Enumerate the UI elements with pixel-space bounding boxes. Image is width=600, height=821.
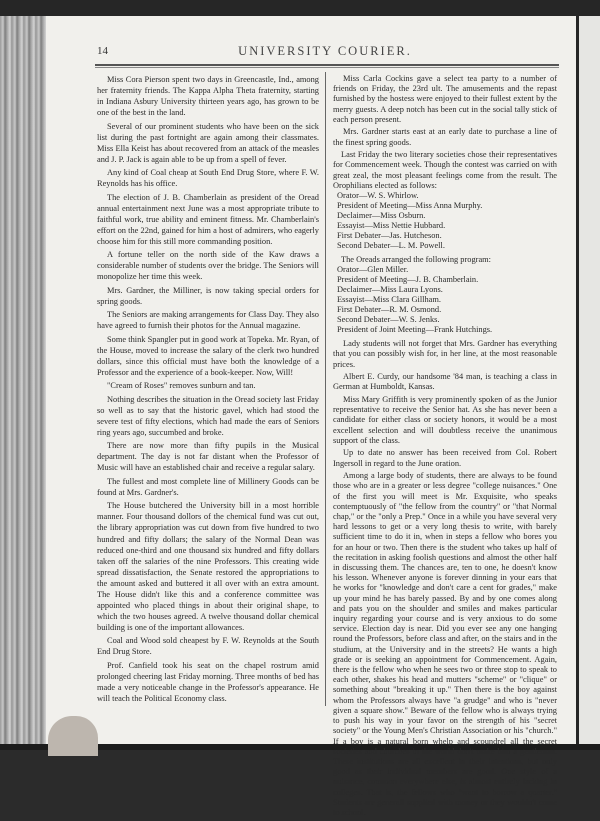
list-item: Orator—W. S. Whirlow. bbox=[337, 191, 419, 201]
paragraph-curdy: Albert E. Curdy, our handsome '84 man, is teaching a class in German at Humboldt, Kansas. bbox=[333, 372, 557, 392]
paragraph-gardner-east: Mrs. Gardner starts east at an early date to purchase a line of the finest spring goods. bbox=[333, 127, 557, 147]
news-paragraph: The election of J. B. Chamberlain as president of the Oread annual entertainment next June was a most appropriate tribute to faithful work, true ability and eminent fitness. Mr. Chamberlain's effort on the 22nd, gained for him a host of admirers, who eagerly choose him for this still more commanding position. bbox=[97, 192, 319, 246]
list-item: Essayist—Miss Clara Gillham. bbox=[337, 295, 441, 305]
paragraph-college-nuisances: Among a large body of students, there are always to be found those who are in a greater or less degree "college nuisances." One of the first you will meet is Mr. Exquisite, who speaks contemptuously of "the fellow from the country" or "that Normal chap," or the "only a Prep." Once in a while you have several very hard lessons to get or a very long thesis to write, with barely sufficient time to do it in, when in steps a fellow who bores you for an hour or two. Then there is the student who takes up half of the recitation in asking foolish questions and almost the other half in discussing them. The chances are, ten to one, he doesn't know his lesson. Whenever anyone is forever dinning in your ears that he works for "knowledge and don't care a cent for grades," make up your mind he has barely passed. By and by one comes along and pats you on the shoulder and smiles and makes particular inquiry regarding your course and is very anxious to do some service. Election day is near. Did you ever see any one hanging round the Professors, before class and after, on the stairs and in the studium, at the University and in the streets? He wants a high grade or is seeking an appointment for Commencement. Again, there is the fellow who when he sees two or three stop to speak to each other, shakes his head and mutters "scheme" or "clique" or something about "breaking it up." Then there is the boy against whom the Professors always have "a grudge" and who is "never given a square show." Beware of the fellow who is always trying to push his way in your favor on the strength of his "secret society" or the Young Men's Christian Association or his "church." If a boy is a natural born whelp and scoundrel all the secret societies and churches in the world don't make him a gentleman. These institutions are all excellent in their intentions, but only good as their individual members are good. One style of a nuisance, common everywhere else, is almost entirely lacking in colleges. That is, the fellows who "want to borrow a quarter." Students are generall supplied with money or they wouldn't come to school. bbox=[333, 471, 557, 817]
scan-top-border bbox=[0, 0, 600, 16]
list-item: Second Debater—W. S. Jenks. bbox=[337, 315, 440, 325]
list-item: Orator—Glen Miller. bbox=[337, 265, 409, 275]
news-paragraph: A fortune teller on the north side of the Kaw draws a considerable number of students over the bridge. The Seniors will monopolize her time this week. bbox=[97, 250, 319, 282]
news-paragraph: Nothing describes the situation in the Oread society last Friday so well as to say that the historic gavel, which had stood the severe test of fifty elections, which had made the ears of Seniors ring years ago, succumbed and broke. bbox=[97, 394, 319, 437]
facing-page bbox=[576, 16, 600, 744]
news-paragraph: Miss Cora Pierson spent two days in Greencastle, Ind., among her fraternity friends. The Kappa Alpha Theta fraternity, starting in Indiana Asbury University thirteen years ago, has grown to be one of the best in the land. bbox=[97, 75, 319, 118]
masthead-title: UNIVERSITY COURIER. bbox=[238, 44, 412, 58]
paragraph-literary-societies: Last Friday the two literary societies chose their representatives for Commencement week. Though the contest was carried on with great zeal, the most pleasant feelings come from the result. The Orophilians elected as follows: bbox=[333, 150, 557, 190]
list-item: President of Meeting—Miss Anna Murphy. bbox=[337, 201, 483, 211]
news-paragraph: Any kind of Coal cheap at South End Drug Store, where F. W. Reynolds has his office. bbox=[97, 168, 319, 189]
page-number: 14 bbox=[97, 45, 108, 57]
news-paragraph: The fullest and most complete line of Millinery Goods can be found at Mrs. Gardner's. bbox=[97, 476, 319, 497]
list-item: President of Meeting—J. B. Chamberlain. bbox=[337, 275, 479, 285]
news-paragraph: Some think Spangler put in good work at Topeka. Mr. Ryan, of the House, moved to increase the salary of the clerk two hundred dollars, since this official must have both the knowledge of a Professor and the experience of a book-keeper. Now, Will! bbox=[97, 334, 319, 377]
news-paragraph: Several of our prominent students who have been on the sick list during the past fortnight are again among their classmates. Miss Ella Keist has about recovered from an attack of the measles and J. P. Jack is again able to be up from a spell of fever. bbox=[97, 121, 319, 164]
news-paragraph: There are now more than fifty pupils in the Musical department. The day is not far distant when the Professor of Music will have an established chair and receive a regular salary. bbox=[97, 441, 319, 473]
header-rule bbox=[95, 64, 559, 68]
list-item: Second Debater—L. M. Powell. bbox=[337, 241, 445, 251]
list-item: President of Joint Meeting—Frank Hutchings. bbox=[337, 325, 493, 335]
oreads-list bbox=[333, 265, 557, 335]
left-column bbox=[97, 74, 319, 706]
paragraph-ingersoll: Up to date no answer has been received from Col. Robert Ingersoll in regard to the June oration. bbox=[333, 448, 557, 468]
list-item: Declaimer—Miss Osburn. bbox=[337, 211, 426, 221]
news-paragraph: The Seniors are making arrangements for Class Day. They also have agreed to furnish their photos for the Annual magazine. bbox=[97, 310, 319, 331]
paragraph-tea-party: Miss Carla Cockins gave a select tea party to a number of friends on Friday, the 23rd ult. The amusements and the repast furnished by the hostess were enjoyed to their fullest extent by the merry guests. A deep notch has been cut in the social tally stick of each person present. bbox=[333, 74, 557, 124]
list-item: Essayist—Miss Nettie Hubbard. bbox=[337, 221, 446, 231]
news-paragraph: Mrs. Gardner, the Milliner, is now taking special orders for spring goods. bbox=[97, 285, 319, 306]
orophilians-list bbox=[333, 191, 557, 251]
news-paragraph: Coal and Wood sold cheapest by F. W. Reynolds at the South End Drug Store. bbox=[97, 636, 319, 657]
list-item: First Debater—Jas. Hutcheson. bbox=[337, 231, 442, 241]
list-item: Declaimer—Miss Laura Lyons. bbox=[337, 285, 443, 295]
paragraph-griffith: Miss Mary Griffith is very prominently spoken of as the Junior representative to receive the Senior hat. As she has never been a candidate for either class or society honors, it would be a most excellent selection and will doubtless receive the unanimous support of the class. bbox=[333, 395, 557, 445]
oreads-intro: The Oreads arranged the following program: bbox=[341, 255, 491, 265]
news-paragraph: "Cream of Roses" removes sunburn and tan. bbox=[107, 381, 256, 391]
book-page-edges bbox=[0, 16, 46, 744]
news-paragraph: Prof. Canfield took his seat on the chapel rostrum amid prolonged cheering last Friday morning. Three months of bed has made a very noticeable change in the Professor's appearance. He will teach the Political Economy class. bbox=[97, 660, 319, 703]
news-paragraph: The House butchered the University bill in a most horrible manner. Four thousand dollors of the chemical fund was cut out, the library appropriation was cut down from five hundred to two hundred and fifty dollars; the salary of the Normal Dean was reduced one-third and one thousand six hundred and fifty dollars taken off the salaries of the nine Professors. This creating wide spread dissatisfaction, the Senate restored the appropriations to the amount asked and buttered it all over with an extra amount. The House didn't like this and a conference committee was appointed who placed things in about their original shape, to which the two houses agreed. A twelve thousand dollar chemical building is one of the important allowances. bbox=[97, 501, 319, 632]
list-item: First Debater—R. M. Osmond. bbox=[337, 305, 442, 315]
right-column bbox=[333, 74, 557, 821]
thumb-holding-page bbox=[48, 716, 98, 756]
column-divider bbox=[325, 72, 326, 706]
paragraph-lady-students: Lady students will not forget that Mrs. Gardner has everything that you can possibly wish for, in her line, at the most reasonable prices. bbox=[333, 339, 557, 369]
